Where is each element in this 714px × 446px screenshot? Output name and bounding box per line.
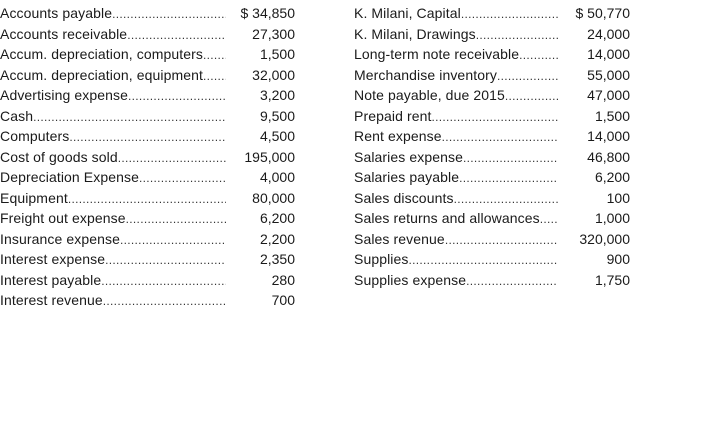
account-row <box>0 208 300 229</box>
dot-leader <box>120 230 226 251</box>
account-amount: 4,000 <box>259 169 295 185</box>
account-amount: 2,350 <box>259 251 295 267</box>
dot-leader <box>128 86 226 107</box>
account-row <box>354 106 634 127</box>
dot-leader <box>127 25 226 46</box>
account-amount: 32,000 <box>252 66 295 83</box>
account-row <box>0 188 300 209</box>
account-label: Supplies <box>354 251 409 267</box>
account-label: Accum. depreciation, equipment <box>0 66 203 83</box>
account-amount: 900 <box>606 251 630 267</box>
account-row <box>0 3 300 24</box>
account-label: Merchandise inventory <box>354 66 497 83</box>
account-amount: 2,200 <box>259 230 295 247</box>
account-label: Prepaid rent <box>354 107 432 124</box>
account-amount: 100 <box>606 189 630 206</box>
dot-leader <box>454 189 558 210</box>
account-amount: 14,000 <box>587 128 630 144</box>
account-amount: 6,200 <box>594 169 630 185</box>
account-label: Sales returns and allowances <box>354 210 540 226</box>
account-amount: 4,500 <box>259 128 295 144</box>
account-label: K. Milani, Capital <box>354 5 461 21</box>
account-row <box>354 85 634 106</box>
dot-leader <box>203 45 226 66</box>
account-row <box>354 208 634 229</box>
account-label: Interest revenue <box>0 292 103 308</box>
account-label: Advertising expense <box>0 87 128 103</box>
account-amount: 320,000 <box>579 230 630 247</box>
account-amount: 195,000 <box>244 148 295 165</box>
account-label: K. Milani, Drawings <box>354 25 476 42</box>
account-label: Interest payable <box>0 271 102 288</box>
account-label: Sales revenue <box>354 230 445 247</box>
dot-leader <box>431 107 558 128</box>
account-row <box>0 24 300 45</box>
dot-leader <box>112 4 226 25</box>
account-amount: 3,200 <box>259 87 295 103</box>
account-label: Rent expense <box>354 128 442 144</box>
account-row <box>0 229 300 250</box>
dot-leader <box>139 168 226 189</box>
account-amount: 80,000 <box>252 189 295 206</box>
account-label: Interest expense <box>0 251 106 267</box>
dot-leader <box>445 230 558 251</box>
account-row <box>0 290 300 311</box>
account-list-left <box>0 3 300 311</box>
dot-leader <box>203 66 226 87</box>
account-row <box>354 229 634 250</box>
account-label: Salaries expense <box>354 148 463 165</box>
account-row <box>354 188 634 209</box>
account-label: Accounts payable <box>0 5 113 21</box>
account-label: Salaries payable <box>354 169 460 185</box>
account-label: Cash <box>0 107 34 124</box>
account-row <box>0 44 300 65</box>
account-row <box>0 85 300 106</box>
account-amount: 47,000 <box>587 87 630 103</box>
account-label: Computers <box>0 128 70 144</box>
dot-leader <box>519 45 558 66</box>
account-label: Accum. depreciation, computers <box>0 46 203 62</box>
dot-leader <box>463 148 558 169</box>
account-row <box>0 270 300 291</box>
account-amount: 1,750 <box>594 271 630 288</box>
dot-leader <box>497 66 558 87</box>
account-row <box>354 44 634 65</box>
account-label: Long-term note receivable <box>354 46 520 62</box>
account-row <box>354 249 634 270</box>
account-amount: 6,200 <box>259 210 295 226</box>
dot-leader <box>126 209 226 230</box>
account-row <box>0 106 300 127</box>
dot-leader <box>442 127 558 148</box>
dot-leader <box>103 291 226 312</box>
account-row <box>354 24 634 45</box>
account-label: Freight out expense <box>0 210 126 226</box>
account-amount: 24,000 <box>587 25 630 42</box>
account-label: Equipment <box>0 189 68 206</box>
account-row <box>354 167 634 188</box>
account-amount: 1,500 <box>259 46 295 62</box>
account-amount: 280 <box>271 271 295 288</box>
dot-leader <box>540 209 558 230</box>
account-amount: 14,000 <box>587 46 630 62</box>
dot-leader <box>101 271 226 292</box>
account-label: Insurance expense <box>0 230 121 247</box>
account-amount: 9,500 <box>259 107 295 124</box>
account-label: Sales discounts <box>354 189 454 206</box>
account-row <box>354 270 634 291</box>
dot-leader <box>105 250 226 271</box>
account-label: Note payable, due 2015 <box>354 87 505 103</box>
dot-leader <box>476 25 558 46</box>
account-row <box>0 249 300 270</box>
dot-leader <box>461 4 558 25</box>
account-amount: 700 <box>271 292 295 308</box>
account-row <box>0 167 300 188</box>
account-label: Supplies expense <box>354 271 467 288</box>
account-row <box>0 65 300 86</box>
account-row <box>354 126 634 147</box>
dot-leader <box>68 189 226 210</box>
dot-leader <box>409 250 558 271</box>
account-amount: 55,000 <box>587 66 630 83</box>
account-list-right <box>354 3 634 290</box>
account-amount: $ 34,850 <box>240 5 295 21</box>
account-row <box>354 147 634 168</box>
dot-leader <box>69 127 226 148</box>
account-amount: 1,000 <box>594 210 630 226</box>
account-amount: 46,800 <box>587 148 630 165</box>
dot-leader <box>459 168 558 189</box>
account-row <box>0 147 300 168</box>
account-row <box>354 3 634 24</box>
dot-leader <box>505 86 558 107</box>
account-label: Cost of goods sold <box>0 148 118 165</box>
account-amount: $ 50,770 <box>575 5 630 21</box>
account-row <box>0 126 300 147</box>
account-label: Depreciation Expense <box>0 169 139 185</box>
account-amount: 27,300 <box>252 25 295 42</box>
dot-leader <box>466 271 558 292</box>
dot-leader <box>33 107 226 128</box>
account-label: Accounts receivable <box>0 25 128 42</box>
account-row <box>354 65 634 86</box>
account-amount: 1,500 <box>594 107 630 124</box>
dot-leader <box>118 148 226 169</box>
